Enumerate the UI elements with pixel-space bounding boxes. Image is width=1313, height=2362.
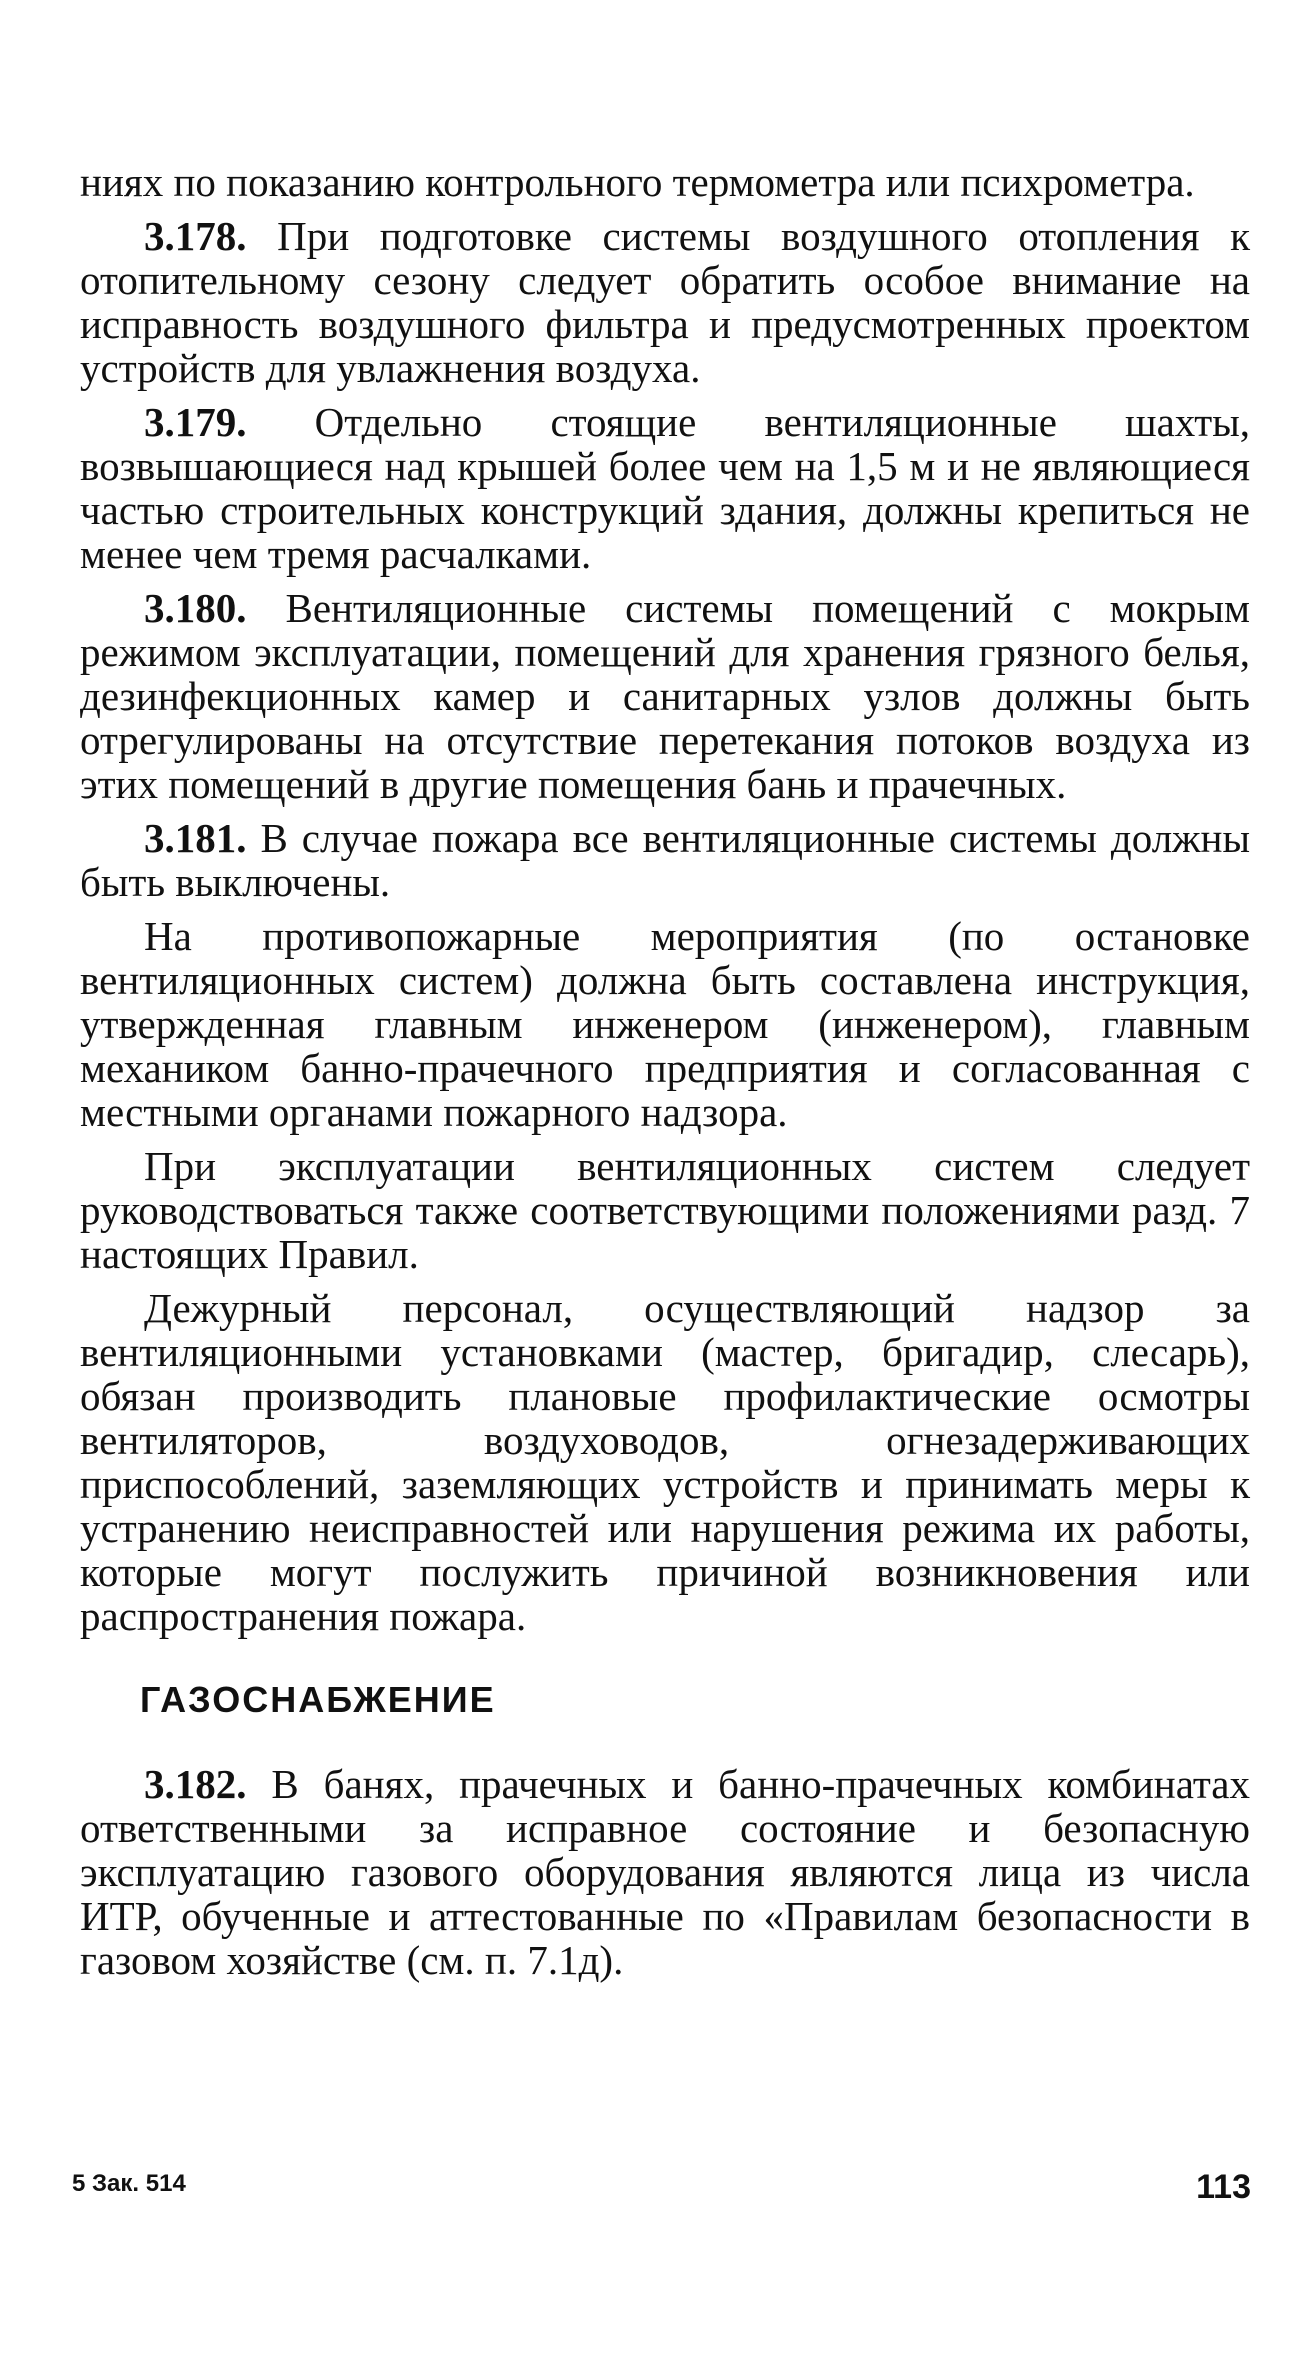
paragraph-text: На противопожарные мероприятия (по остановке вентиляционных систем) должна быть составлена инструкция, утвержденная главным инженером (инженером), главным механиком банно-прачечного предприятия и согласованная с местными органами пожарного надзора. [80, 913, 1250, 1135]
paragraph-text: ниях по показанию контрольного термометра или психрометра. [80, 159, 1195, 205]
paragraph-number: 3.180. [144, 585, 247, 631]
paragraph-operation-rules [80, 1144, 1250, 1276]
section-heading: ГАЗОСНАБЖЕНИЕ [140, 1679, 496, 1720]
paragraph-3-181 [80, 816, 1250, 904]
paragraph-duty-staff [80, 1286, 1250, 1638]
paragraph-3-179 [80, 400, 1250, 576]
paragraph-fire-instructions [80, 914, 1250, 1134]
paragraph-text: При эксплуатации вентиляционных систем следует руководствоваться также соответствующими положениями разд. 7 настоящих Правил. [80, 1143, 1250, 1277]
paragraph-3-178 [80, 214, 1250, 390]
paragraph-number: 3.181. [144, 815, 247, 861]
paragraph-3-182 [80, 1762, 1250, 1982]
footer-signature: 5 Зак. 514 [72, 2170, 186, 2197]
paragraph-text: При подготовке системы воздушного отопления к отопительному сезону следует обратить особое внимание на исправность воздушного фильтра и предусмотренных проектом устройств для увлажнения воздуха. [80, 213, 1251, 391]
paragraph-text: В банях, прачечных и банно-прачечных комбинатах ответственными за исправное состояние и безопасную эксплуатацию газового оборудования являются лица из числа ИТР, обученные и аттестованные по «Правилам безопасности в газовом хозяйстве (см. п. 7.1д). [80, 1761, 1251, 1983]
paragraph-number: 3.179. [144, 399, 247, 445]
paragraph-text: В случае пожара все вентиляционные системы должны быть выключены. [80, 815, 1251, 905]
paragraph-text: Дежурный персонал, осуществляющий надзор за вентиляционными установками (мастер, бригадир, слесарь), обязан производить плановые профилактические осмотры вентиляторов, воздуховодов, огнезадерживающих приспособлений, заземляющих устройств и принимать меры к устранению неисправностей или нарушения режима их работы, которые могут послужить причиной возникновения или распространения пожара. [80, 1285, 1250, 1639]
paragraph-number: 3.182. [144, 1761, 247, 1807]
paragraph-text: Вентиляционные системы помещений с мокрым режимом эксплуатации, помещений для хранения грязного белья, дезинфекционных камер и санитарных узлов должны быть отрегулированы на отсутствие перетекания потоков воздуха из этих помещений в другие помещения бань и прачечных. [80, 585, 1250, 807]
page-number: 113 [1196, 2168, 1251, 2206]
paragraph-number: 3.178. [144, 213, 247, 259]
text-column [80, 160, 1250, 1982]
paragraph-text: Отдельно стоящие вентиляционные шахты, возвышающиеся над крышей более чем на 1,5 м и не являющиеся частью строительных конструкций здания, должны крепиться не менее чем тремя расчалками. [80, 399, 1251, 577]
paragraph-3-180 [80, 586, 1250, 806]
paragraph-continuation [80, 160, 1250, 204]
